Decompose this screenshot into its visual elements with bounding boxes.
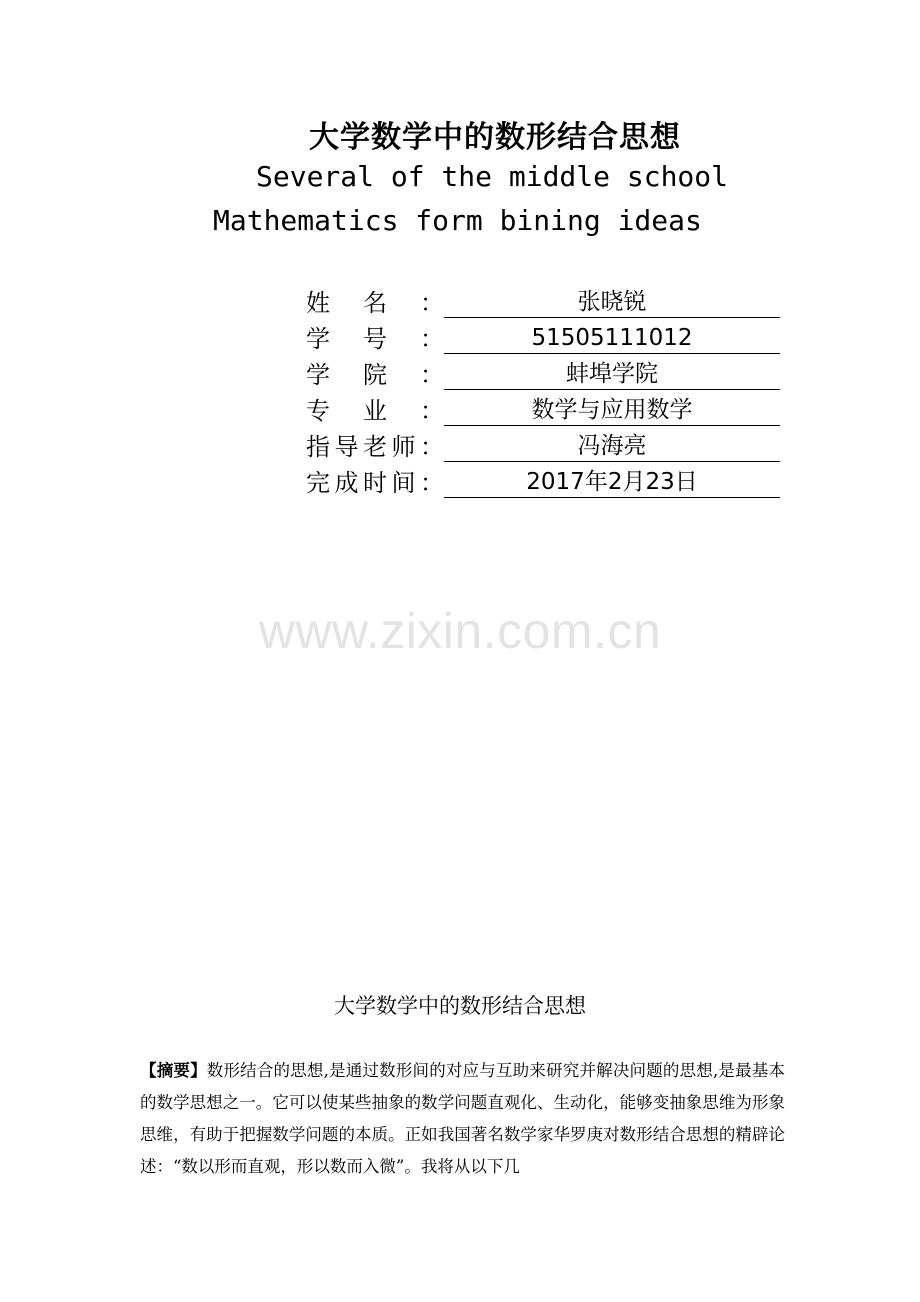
info-row-completion-date	[306, 462, 780, 498]
cover-title-en-line2: Mathematics form bining ideas	[213, 204, 702, 237]
label-char: ：	[420, 397, 444, 425]
label-char: ：	[420, 469, 444, 497]
label-char: 号	[363, 325, 387, 353]
label-char: 成	[334, 469, 359, 497]
label-char: 业	[363, 397, 387, 425]
cover-title-en-line1: Several of the middle school	[256, 160, 729, 193]
cover-title-cn: 大学数学中的数形结合思想	[309, 120, 681, 155]
label-char: 时	[363, 469, 387, 497]
label-char: ：	[420, 289, 444, 317]
label-char: 导	[334, 433, 359, 461]
label-char: 院	[363, 361, 387, 389]
label-char: ：	[420, 325, 444, 353]
label-char: 间	[391, 469, 416, 497]
label-char: 专	[306, 397, 330, 425]
label-char: 学	[306, 361, 330, 389]
info-label-major	[306, 391, 444, 426]
info-value-name: 张晓锐	[444, 287, 780, 318]
body-title: 大学数学中的数形结合思想	[334, 994, 586, 1018]
abstract-label: 【摘要】	[140, 1061, 207, 1080]
info-row-advisor	[306, 426, 780, 462]
info-label-completion-date	[306, 463, 444, 498]
label-char: ：	[420, 433, 444, 461]
label-char: 名	[363, 289, 387, 317]
info-label-student-id	[306, 319, 444, 354]
label-char: 完	[306, 469, 330, 497]
label-char: 师	[391, 433, 416, 461]
info-row-student-id	[306, 318, 780, 354]
info-value-completion-date: 2017年2月23日	[444, 467, 780, 498]
info-value-student-id: 51505111012	[444, 323, 780, 354]
label-char: 学	[306, 325, 330, 353]
info-row-major	[306, 390, 780, 426]
info-row-name	[306, 282, 780, 318]
info-label-advisor	[306, 427, 444, 462]
cover-info-table	[306, 282, 780, 498]
label-char: 指	[306, 433, 330, 461]
info-value-college: 蚌埠学院	[444, 359, 780, 390]
abstract-text: 数形结合的思想,是通过数形间的对应与互助来研究并解决问题的思想,是最基本的数学思想之一。它可以使某些抽象的数学问题直观化、生动化，能够变抽象思维为形象思维，有助于把握数学问题的本质。正如我国著名数学家华罗庚对数形结合思想的精辟论述：“数以形而直观，形以数而入微”。我将从以下几	[140, 1061, 786, 1176]
info-row-college	[306, 354, 780, 390]
info-label-college	[306, 355, 444, 390]
info-value-major: 数学与应用数学	[444, 395, 780, 426]
watermark: www.zixin.com.cn	[258, 603, 662, 659]
label-char: 姓	[306, 289, 330, 317]
label-char: ：	[420, 361, 444, 389]
label-char: 老	[363, 433, 387, 461]
abstract-paragraph	[140, 1055, 785, 1183]
info-value-advisor: 冯海亮	[444, 431, 780, 462]
info-label-name	[306, 283, 444, 318]
